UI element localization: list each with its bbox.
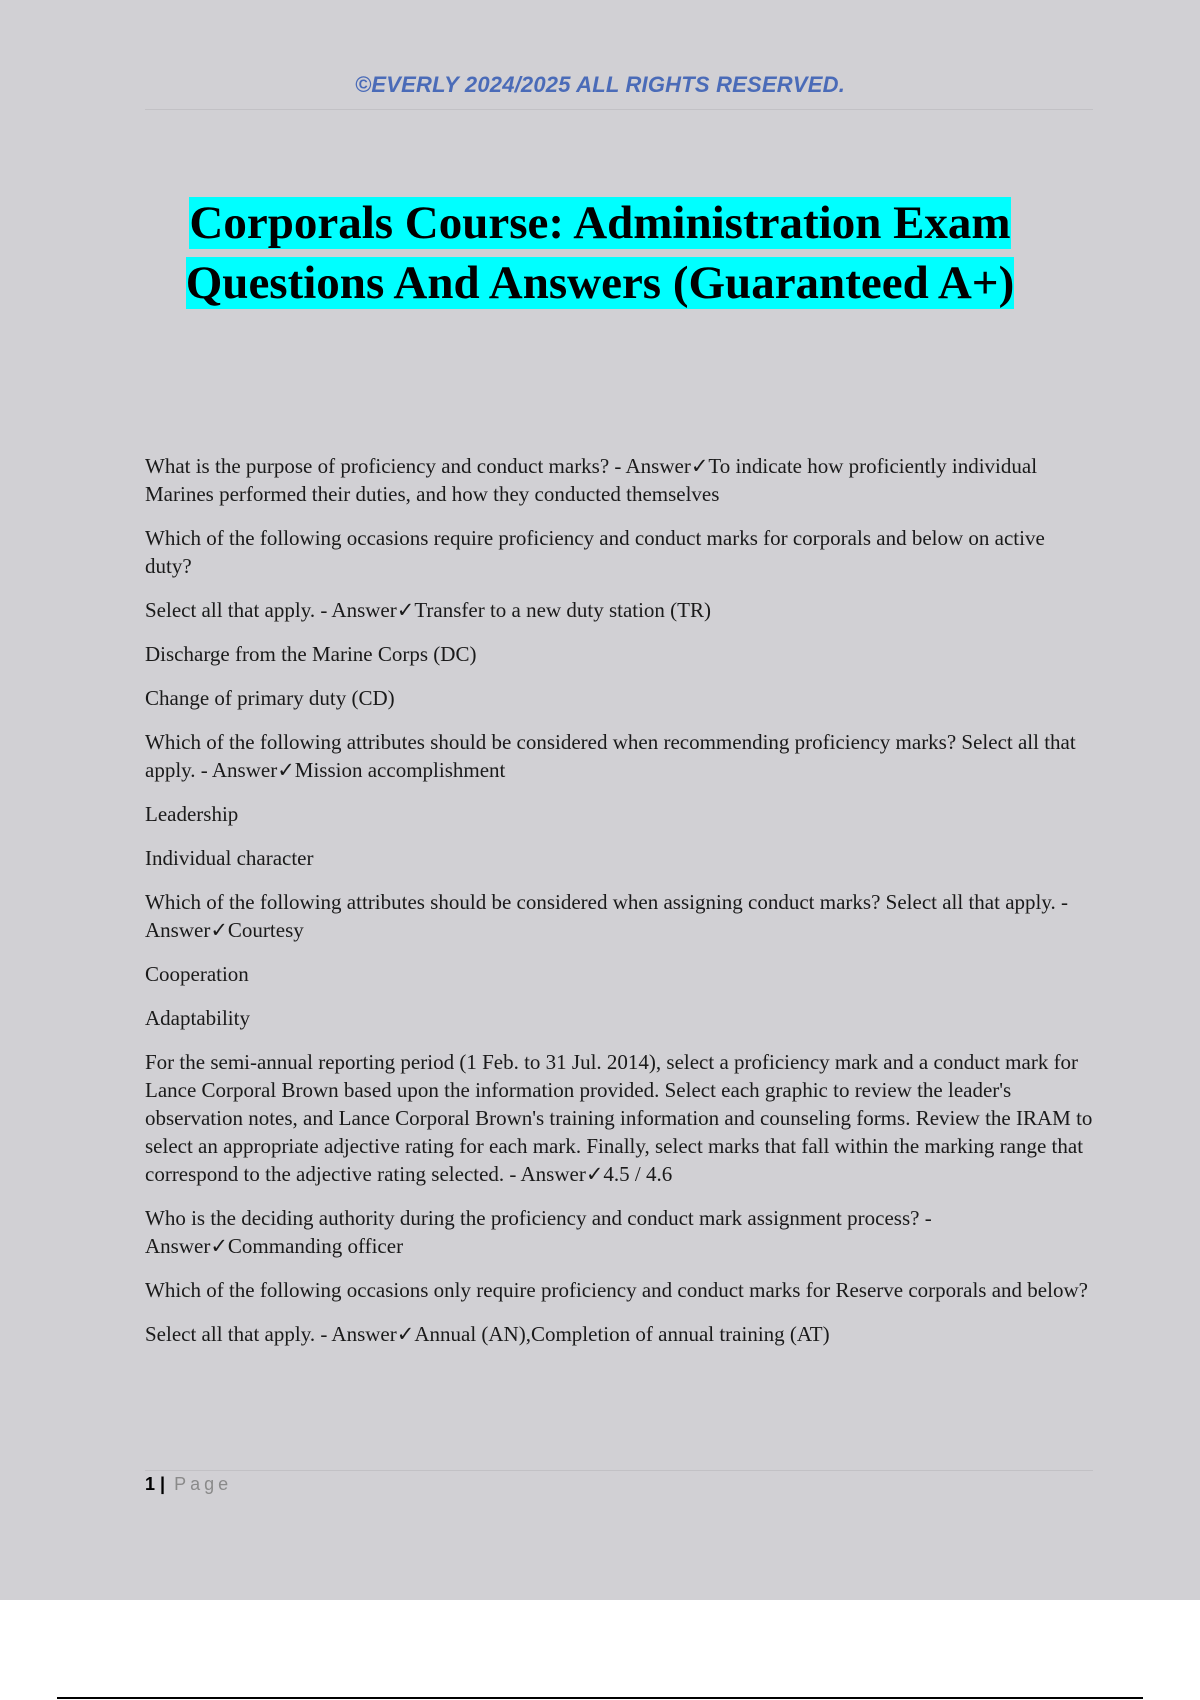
paragraph: Which of the following occasions require proficiency and conduct marks for corporals and below on active duty? xyxy=(145,526,1045,578)
paragraph: For the semi-annual reporting period (1 Feb. to 31 Jul. 2014), select a proficiency mark and a conduct mark for Lance Corporal Brown based upon the information provided. Select each graphic to review the leader's observation notes, and Lance Corporal Brown's training information and counseling forms. Review the IRAM to select an appropriate adjective rating for each mark. Finally, select marks that fall within the marking range that correspond to the adjective rating selected. - Answer✓4.5 / 4.6 xyxy=(145,1050,1093,1186)
paragraph: Which of the following attributes should be considered when recommending proficiency marks? Select all that apply. - Answer✓Mission accomplishment xyxy=(145,730,1076,782)
paragraph: Leadership xyxy=(145,802,239,826)
paragraph: Select all that apply. - Answer✓Annual (AN),Completion of annual training (AT) xyxy=(145,1322,830,1346)
paragraph: Individual character xyxy=(145,846,314,870)
paragraph: Select all that apply. - Answer✓Transfer to a new duty station (TR) xyxy=(145,598,712,622)
copyright-header: ©EVERLY 2024/2025 ALL RIGHTS RESERVED. xyxy=(354,72,846,97)
page-label: Page xyxy=(174,1474,233,1494)
paragraph: Which of the following occasions only require proficiency and conduct marks for Reserve corporals and below? xyxy=(145,1278,1088,1302)
paragraph: Which of the following attributes should be considered when assigning conduct marks? Select all that apply. - Answer✓Courtesy xyxy=(145,890,1068,942)
paragraph: Discharge from the Marine Corps (DC) xyxy=(145,642,477,666)
bottom-rule xyxy=(57,1697,1143,1699)
paragraph: Who is the deciding authority during the proficiency and conduct mark assignment process? - Answer✓Commanding officer xyxy=(145,1206,932,1258)
paragraph: Cooperation xyxy=(145,962,249,986)
footer-divider xyxy=(145,1470,1093,1471)
paragraph: What is the purpose of proficiency and conduct marks? - Answer✓To indicate how proficiently individual Marines performed their duties, and how they conducted themselves xyxy=(145,454,1038,506)
title-line-2: Questions And Answers (Guaranteed A+) xyxy=(185,257,1015,309)
footer-separator: | xyxy=(160,1474,166,1494)
document-title xyxy=(0,193,1200,313)
page-number: 1 xyxy=(145,1474,156,1494)
header-divider xyxy=(145,109,1093,110)
paragraph: Adaptability xyxy=(145,1006,250,1030)
page-footer xyxy=(145,1474,232,1495)
title-line-1: Corporals Course: Administration Exam xyxy=(189,197,1011,249)
qa-content xyxy=(145,452,1095,1364)
paragraph: Change of primary duty (CD) xyxy=(145,686,395,710)
